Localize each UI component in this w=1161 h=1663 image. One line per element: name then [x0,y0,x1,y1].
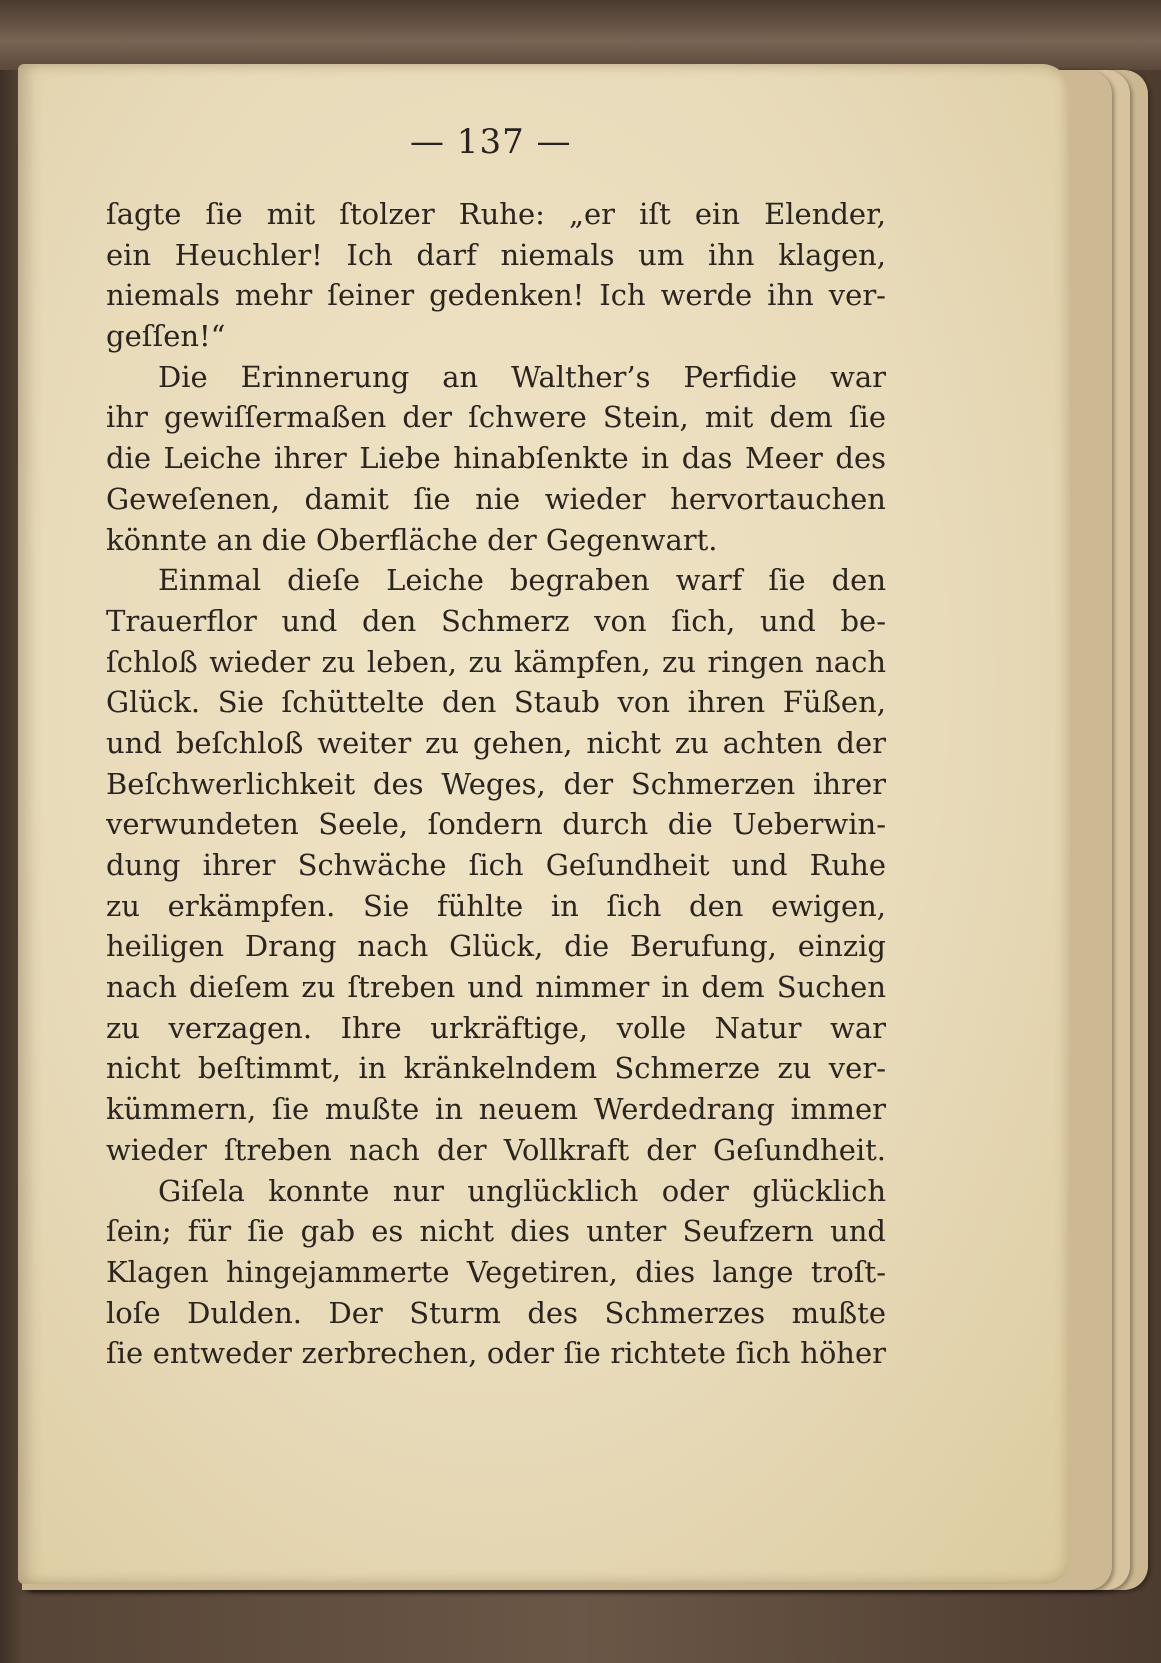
text-line: wieder ſtreben nach der Vollkraft der Geſundheit. [106,1132,886,1167]
page-number: — 137 — [410,122,572,162]
text-line: Geweſenen, damit ſie nie wieder hervortauchen [106,481,886,516]
text-line: ſagte ſie mit ſtolzer Ruhe: „er iſt ein Elender, [106,197,886,231]
book-page [18,64,1070,1584]
text-line: ſein; für ſie gab es nicht dies unter Seufzern und [106,1214,886,1249]
text-line: und beſchloß weiter zu gehen, nicht zu achten der [106,725,886,760]
text-line: ſchloß wieder zu leben, zu kämpfen, zu ringen nach [106,644,886,679]
text-line: verwundeten Seele, ſondern durch die Ueberwin- [106,807,886,842]
text-line: zu erkämpfen. Sie fühlte in ſich den ewigen, [106,888,886,923]
text-line: zu verzagen. Ihre urkräftige, volle Natur war [106,1010,886,1045]
text-line: nach dieſem zu ſtreben und nimmer in dem Suchen [106,970,886,1005]
text-line: heiligen Drang nach Glück, die Berufung, einzig [106,929,886,964]
text-line: geſſen!“ [106,319,226,354]
text-line: ihr gewiſſermaßen der ſchwere Stein, mit dem ſie [106,400,886,435]
text-line: dung ihrer Schwäche ſich Geſundheit und Ruhe [106,848,886,882]
text-line: Glück. Sie ſchüttelte den Staub von ihren Füßen, [106,685,886,720]
text-line: Trauerflor und den Schmerz von ſich, und be- [106,603,886,638]
text-line: Klagen hingejammerte Vegetiren, dies lange troſt- [106,1254,886,1289]
text-line: Die Erinnerung an Walther’s Perfidie war [158,359,886,394]
text-line: Beſchwerlichkeit des Weges, der Schmerzen ihrer [106,766,886,801]
text-line: nicht beſtimmt, in kränkelndem Schmerze zu ver- [106,1051,886,1086]
text-line: niemals mehr ſeiner gedenken! Ich werde ihn ver- [106,278,886,313]
text-line: Einmal dieſe Leiche begraben warf ſie den [158,563,886,598]
text-line: ſie entweder zerbrechen, oder ſie richtete ſich höher [106,1336,886,1371]
text-line: loſe Dulden. Der Sturm des Schmerzes mußte [106,1295,886,1330]
text-line: könnte an die Oberfläche der Gegenwart. [106,522,718,557]
text-line: die Leiche ihrer Liebe hinabſenkte in das Meer des [106,441,886,476]
body-text [106,194,886,1374]
text-line: Giſela konnte nur unglücklich oder glücklich [158,1173,886,1208]
text-line: kümmern, ſie mußte in neuem Werdedrang immer [106,1092,886,1127]
text-line: ein Heuchler! Ich darf niemals um ihn klagen, [106,237,886,272]
book-cover-edge [0,0,1161,70]
